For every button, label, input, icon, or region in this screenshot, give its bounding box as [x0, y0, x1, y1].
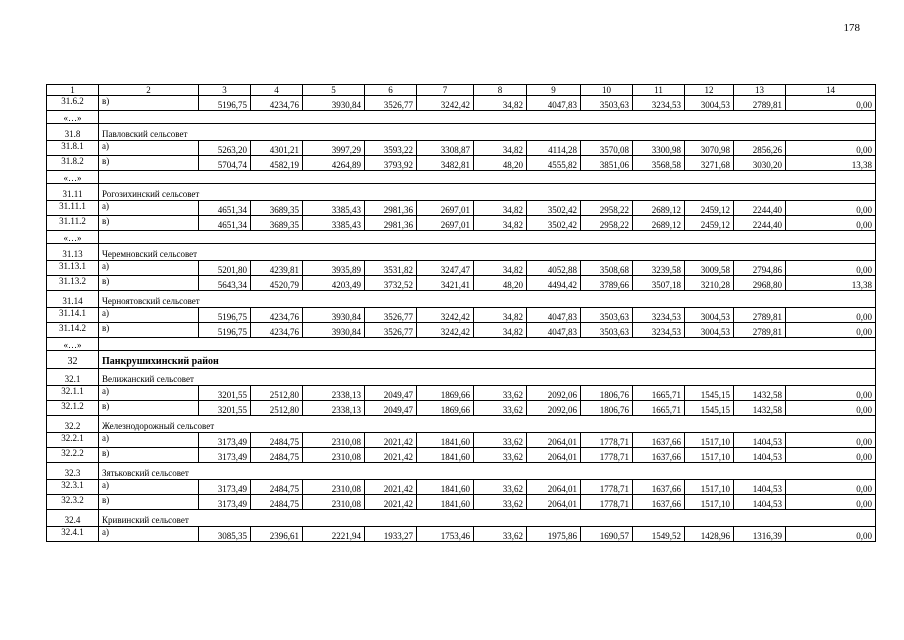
row-value: 1517,10 — [685, 495, 734, 510]
row-value: 33,62 — [474, 495, 527, 510]
row-value: 3242,42 — [417, 323, 474, 338]
row-value: 1637,66 — [633, 448, 685, 463]
row-value: 3210,28 — [685, 276, 734, 291]
row-value: 0,00 — [786, 527, 876, 542]
row-value: 2697,01 — [417, 201, 474, 216]
row-value: 4114,28 — [527, 141, 581, 156]
section-code: 32.1 — [47, 369, 99, 386]
column-header: 5 — [303, 85, 365, 96]
row-value: 1778,71 — [581, 433, 633, 448]
row-value: 4651,34 — [199, 201, 251, 216]
row-value: 5201,80 — [199, 261, 251, 276]
row-label: в) — [99, 323, 199, 338]
row-value: 5196,75 — [199, 308, 251, 323]
row-value: 2021,42 — [365, 448, 417, 463]
row-value: 0,00 — [786, 401, 876, 416]
row-value: 3009,58 — [685, 261, 734, 276]
section-code: 32.3 — [47, 463, 99, 480]
row-value: 5196,75 — [199, 96, 251, 111]
row-value: 1517,10 — [685, 448, 734, 463]
row-value: 3234,53 — [633, 308, 685, 323]
row-label: в) — [99, 156, 199, 171]
section-title: Панкрушихинский район — [99, 351, 876, 369]
column-header: 1 — [47, 85, 99, 96]
row-value: 2958,22 — [581, 216, 633, 231]
table-row — [47, 276, 876, 291]
row-code: 32.1.1 — [47, 386, 99, 401]
row-value: 2512,80 — [251, 386, 303, 401]
row-label: в) — [99, 216, 199, 231]
row-code: 31.6.2 — [47, 96, 99, 111]
row-value: 0,00 — [786, 480, 876, 495]
row-value: 3503,63 — [581, 308, 633, 323]
row-value: 0,00 — [786, 201, 876, 216]
table-row — [47, 433, 876, 448]
row-value: 1404,53 — [734, 495, 786, 510]
row-value: 3030,20 — [734, 156, 786, 171]
row-label: в) — [99, 495, 199, 510]
row-value: 3201,55 — [199, 386, 251, 401]
section-title: Черноятовский сельсовет — [99, 291, 876, 308]
row-value: 3247,47 — [417, 261, 474, 276]
section-code: 32 — [47, 351, 99, 369]
row-value: 1432,58 — [734, 386, 786, 401]
section-code: 31.13 — [47, 244, 99, 261]
row-value: 33,62 — [474, 448, 527, 463]
row-code: 31.8.1 — [47, 141, 99, 156]
row-value: 3004,53 — [685, 308, 734, 323]
row-value: 0,00 — [786, 216, 876, 231]
row-value: 2794,86 — [734, 261, 786, 276]
section-title: Рогозихинский сельсовет — [99, 184, 876, 201]
row-value: 2049,47 — [365, 401, 417, 416]
section-code: 32.4 — [47, 510, 99, 527]
section-row — [47, 369, 876, 386]
ellipsis-mark: «…» — [47, 231, 99, 244]
row-value: 2221,94 — [303, 527, 365, 542]
row-value: 1404,53 — [734, 433, 786, 448]
row-value: 1869,66 — [417, 401, 474, 416]
section-title: Зятьковский сельсовет — [99, 463, 876, 480]
header-row — [47, 85, 876, 96]
row-value: 3242,42 — [417, 308, 474, 323]
row-value: 1545,15 — [685, 401, 734, 416]
row-value: 2396,61 — [251, 527, 303, 542]
row-value: 13,38 — [786, 276, 876, 291]
row-value: 1404,53 — [734, 480, 786, 495]
row-value: 1778,71 — [581, 480, 633, 495]
row-value: 3997,29 — [303, 141, 365, 156]
row-value: 4555,82 — [527, 156, 581, 171]
row-value: 1753,46 — [417, 527, 474, 542]
row-value: 33,62 — [474, 433, 527, 448]
section-code: 31.8 — [47, 124, 99, 141]
row-value: 0,00 — [786, 141, 876, 156]
row-value: 2064,01 — [527, 495, 581, 510]
row-code: 31.13.2 — [47, 276, 99, 291]
row-value: 5263,20 — [199, 141, 251, 156]
row-value: 3004,53 — [685, 96, 734, 111]
row-value: 3689,35 — [251, 216, 303, 231]
row-value: 3271,68 — [685, 156, 734, 171]
row-value: 2244,40 — [734, 201, 786, 216]
row-value: 3930,84 — [303, 96, 365, 111]
row-label: а) — [99, 480, 199, 495]
row-value: 33,62 — [474, 527, 527, 542]
row-value: 1690,57 — [581, 527, 633, 542]
row-value: 5704,74 — [199, 156, 251, 171]
row-value: 2856,26 — [734, 141, 786, 156]
row-value: 2092,06 — [527, 401, 581, 416]
column-header: 12 — [685, 85, 734, 96]
row-value: 2484,75 — [251, 433, 303, 448]
row-value: 1975,86 — [527, 527, 581, 542]
section-row — [47, 510, 876, 527]
row-value: 3851,06 — [581, 156, 633, 171]
row-value: 1432,58 — [734, 401, 786, 416]
row-value: 2484,75 — [251, 495, 303, 510]
row-value: 3085,35 — [199, 527, 251, 542]
row-value: 3239,58 — [633, 261, 685, 276]
row-value: 33,62 — [474, 386, 527, 401]
column-header: 8 — [474, 85, 527, 96]
row-value: 2064,01 — [527, 433, 581, 448]
row-value: 4494,42 — [527, 276, 581, 291]
row-label: в) — [99, 448, 199, 463]
section-row — [47, 463, 876, 480]
section-title: Павловский сельсовет — [99, 124, 876, 141]
table-row — [47, 201, 876, 216]
row-value: 5196,75 — [199, 323, 251, 338]
row-code: 31.11.1 — [47, 201, 99, 216]
row-value: 4047,83 — [527, 308, 581, 323]
row-value: 2484,75 — [251, 480, 303, 495]
row-value: 34,82 — [474, 216, 527, 231]
row-value: 2689,12 — [633, 216, 685, 231]
ellipsis-fill — [99, 338, 876, 351]
row-value: 3930,84 — [303, 323, 365, 338]
row-value: 2789,81 — [734, 323, 786, 338]
column-header: 10 — [581, 85, 633, 96]
row-code: 32.3.2 — [47, 495, 99, 510]
row-value: 2981,36 — [365, 216, 417, 231]
row-value: 3935,89 — [303, 261, 365, 276]
row-value: 48,20 — [474, 156, 527, 171]
row-value: 1869,66 — [417, 386, 474, 401]
row-value: 34,82 — [474, 96, 527, 111]
row-value: 3526,77 — [365, 308, 417, 323]
table-row — [47, 527, 876, 542]
row-value: 2310,08 — [303, 480, 365, 495]
row-value: 34,82 — [474, 261, 527, 276]
row-value: 1517,10 — [685, 480, 734, 495]
row-value: 2789,81 — [734, 96, 786, 111]
row-value: 3503,63 — [581, 323, 633, 338]
row-value: 3507,18 — [633, 276, 685, 291]
row-value: 33,62 — [474, 401, 527, 416]
row-value: 3482,81 — [417, 156, 474, 171]
row-value: 3732,52 — [365, 276, 417, 291]
row-value: 2338,13 — [303, 401, 365, 416]
row-value: 4047,83 — [527, 96, 581, 111]
row-value: 2958,22 — [581, 201, 633, 216]
section-title: Черемновский сельсовет — [99, 244, 876, 261]
row-value: 3930,84 — [303, 308, 365, 323]
row-code: 32.4.1 — [47, 527, 99, 542]
row-value: 2338,13 — [303, 386, 365, 401]
row-code: 32.3.1 — [47, 480, 99, 495]
row-label: а) — [99, 308, 199, 323]
column-header: 14 — [786, 85, 876, 96]
row-value: 2484,75 — [251, 448, 303, 463]
row-value: 0,00 — [786, 448, 876, 463]
table-row — [47, 141, 876, 156]
row-value: 3503,63 — [581, 96, 633, 111]
row-value: 1517,10 — [685, 433, 734, 448]
row-value: 2092,06 — [527, 386, 581, 401]
row-value: 3173,49 — [199, 448, 251, 463]
row-value: 3421,41 — [417, 276, 474, 291]
ellipsis-row — [47, 338, 876, 351]
row-value: 48,20 — [474, 276, 527, 291]
table-row — [47, 96, 876, 111]
row-value: 2021,42 — [365, 433, 417, 448]
table-row — [47, 448, 876, 463]
row-label: а) — [99, 527, 199, 542]
row-value: 1806,76 — [581, 386, 633, 401]
row-value: 1778,71 — [581, 448, 633, 463]
row-value: 2459,12 — [685, 201, 734, 216]
section-code: 31.14 — [47, 291, 99, 308]
section-row — [47, 244, 876, 261]
row-value: 2064,01 — [527, 448, 581, 463]
row-value: 1637,66 — [633, 433, 685, 448]
row-value: 1316,39 — [734, 527, 786, 542]
table-row — [47, 386, 876, 401]
row-label: а) — [99, 433, 199, 448]
ellipsis-mark: «…» — [47, 171, 99, 184]
row-value: 2021,42 — [365, 480, 417, 495]
row-value: 3568,58 — [633, 156, 685, 171]
row-value: 3234,53 — [633, 96, 685, 111]
row-value: 3385,43 — [303, 201, 365, 216]
row-label: а) — [99, 141, 199, 156]
row-value: 4651,34 — [199, 216, 251, 231]
row-value: 4052,88 — [527, 261, 581, 276]
row-value: 2049,47 — [365, 386, 417, 401]
ellipsis-fill — [99, 171, 876, 184]
row-value: 1637,66 — [633, 495, 685, 510]
column-header: 3 — [199, 85, 251, 96]
row-value: 3201,55 — [199, 401, 251, 416]
ellipsis-mark: «…» — [47, 111, 99, 124]
row-value: 3242,42 — [417, 96, 474, 111]
ellipsis-row — [47, 231, 876, 244]
section-title: Железнодорожный сельсовет — [99, 416, 876, 433]
section-title: Велижанский сельсовет — [99, 369, 876, 386]
row-value: 1841,60 — [417, 433, 474, 448]
row-value: 1637,66 — [633, 480, 685, 495]
ellipsis-fill — [99, 111, 876, 124]
row-value: 3385,43 — [303, 216, 365, 231]
ellipsis-fill — [99, 231, 876, 244]
row-value: 0,00 — [786, 308, 876, 323]
column-header: 7 — [417, 85, 474, 96]
row-code: 31.8.2 — [47, 156, 99, 171]
row-value: 1841,60 — [417, 495, 474, 510]
row-value: 0,00 — [786, 386, 876, 401]
row-value: 1841,60 — [417, 480, 474, 495]
row-value: 34,82 — [474, 141, 527, 156]
row-value: 2981,36 — [365, 201, 417, 216]
row-value: 3689,35 — [251, 201, 303, 216]
column-header: 9 — [527, 85, 581, 96]
row-value: 3502,42 — [527, 216, 581, 231]
table-row — [47, 495, 876, 510]
column-header: 2 — [99, 85, 199, 96]
row-value: 2789,81 — [734, 308, 786, 323]
row-value: 2310,08 — [303, 448, 365, 463]
row-value: 1428,96 — [685, 527, 734, 542]
section-row — [47, 124, 876, 141]
row-value: 13,38 — [786, 156, 876, 171]
column-header: 4 — [251, 85, 303, 96]
row-value: 4047,83 — [527, 323, 581, 338]
row-value: 2021,42 — [365, 495, 417, 510]
row-value: 1549,52 — [633, 527, 685, 542]
row-value: 4239,81 — [251, 261, 303, 276]
section-row — [47, 184, 876, 201]
row-label: а) — [99, 261, 199, 276]
row-code: 31.13.1 — [47, 261, 99, 276]
row-code: 32.2.2 — [47, 448, 99, 463]
row-value: 1933,27 — [365, 527, 417, 542]
row-label: в) — [99, 276, 199, 291]
table-row — [47, 401, 876, 416]
row-value: 3070,98 — [685, 141, 734, 156]
row-value: 4234,76 — [251, 96, 303, 111]
row-value: 3502,42 — [527, 201, 581, 216]
ellipsis-row — [47, 171, 876, 184]
row-value: 2310,08 — [303, 433, 365, 448]
tariff-table — [46, 84, 876, 542]
row-value: 4234,76 — [251, 308, 303, 323]
row-value: 3308,87 — [417, 141, 474, 156]
column-header: 11 — [633, 85, 685, 96]
row-label: а) — [99, 201, 199, 216]
row-value: 1778,71 — [581, 495, 633, 510]
ellipsis-row — [47, 111, 876, 124]
row-value: 2697,01 — [417, 216, 474, 231]
row-code: 31.14.1 — [47, 308, 99, 323]
row-value: 5643,34 — [199, 276, 251, 291]
row-value: 3234,53 — [633, 323, 685, 338]
row-value: 1665,71 — [633, 401, 685, 416]
row-value: 3300,98 — [633, 141, 685, 156]
row-value: 3526,77 — [365, 96, 417, 111]
row-value: 1841,60 — [417, 448, 474, 463]
row-value: 2310,08 — [303, 495, 365, 510]
row-label: в) — [99, 96, 199, 111]
row-value: 3570,08 — [581, 141, 633, 156]
district-row — [47, 351, 876, 369]
section-code: 31.11 — [47, 184, 99, 201]
row-value: 2459,12 — [685, 216, 734, 231]
row-value: 3173,49 — [199, 480, 251, 495]
row-value: 0,00 — [786, 261, 876, 276]
row-value: 34,82 — [474, 201, 527, 216]
section-code: 32.2 — [47, 416, 99, 433]
row-value: 3004,53 — [685, 323, 734, 338]
row-value: 2244,40 — [734, 216, 786, 231]
row-value: 3793,92 — [365, 156, 417, 171]
page-number: 178 — [843, 22, 860, 34]
table-row — [47, 261, 876, 276]
section-row — [47, 291, 876, 308]
row-value: 3508,68 — [581, 261, 633, 276]
row-value: 3531,82 — [365, 261, 417, 276]
row-value: 2968,80 — [734, 276, 786, 291]
section-title: Кривинский сельсовет — [99, 510, 876, 527]
table-row — [47, 156, 876, 171]
row-value: 3173,49 — [199, 495, 251, 510]
row-code: 32.2.1 — [47, 433, 99, 448]
ellipsis-mark: «…» — [47, 338, 99, 351]
row-value: 3173,49 — [199, 433, 251, 448]
row-value: 0,00 — [786, 323, 876, 338]
row-value: 4264,89 — [303, 156, 365, 171]
row-code: 32.1.2 — [47, 401, 99, 416]
row-value: 1665,71 — [633, 386, 685, 401]
row-value: 3593,22 — [365, 141, 417, 156]
row-value: 2512,80 — [251, 401, 303, 416]
table-row — [47, 480, 876, 495]
row-value: 0,00 — [786, 433, 876, 448]
row-value: 33,62 — [474, 480, 527, 495]
row-value: 4301,21 — [251, 141, 303, 156]
column-header: 6 — [365, 85, 417, 96]
row-value: 4520,79 — [251, 276, 303, 291]
row-label: в) — [99, 401, 199, 416]
row-value: 34,82 — [474, 323, 527, 338]
row-code: 31.14.2 — [47, 323, 99, 338]
table-row — [47, 216, 876, 231]
row-value: 0,00 — [786, 495, 876, 510]
row-value: 0,00 — [786, 96, 876, 111]
row-value: 1404,53 — [734, 448, 786, 463]
row-label: а) — [99, 386, 199, 401]
row-value: 4203,49 — [303, 276, 365, 291]
section-row — [47, 416, 876, 433]
row-value: 3526,77 — [365, 323, 417, 338]
table-row — [47, 323, 876, 338]
row-value: 3789,66 — [581, 276, 633, 291]
row-value: 2064,01 — [527, 480, 581, 495]
row-value: 2689,12 — [633, 201, 685, 216]
row-value: 1806,76 — [581, 401, 633, 416]
column-header: 13 — [734, 85, 786, 96]
row-value: 4582,19 — [251, 156, 303, 171]
row-value: 34,82 — [474, 308, 527, 323]
row-value: 1545,15 — [685, 386, 734, 401]
row-value: 4234,76 — [251, 323, 303, 338]
table-row — [47, 308, 876, 323]
row-code: 31.11.2 — [47, 216, 99, 231]
